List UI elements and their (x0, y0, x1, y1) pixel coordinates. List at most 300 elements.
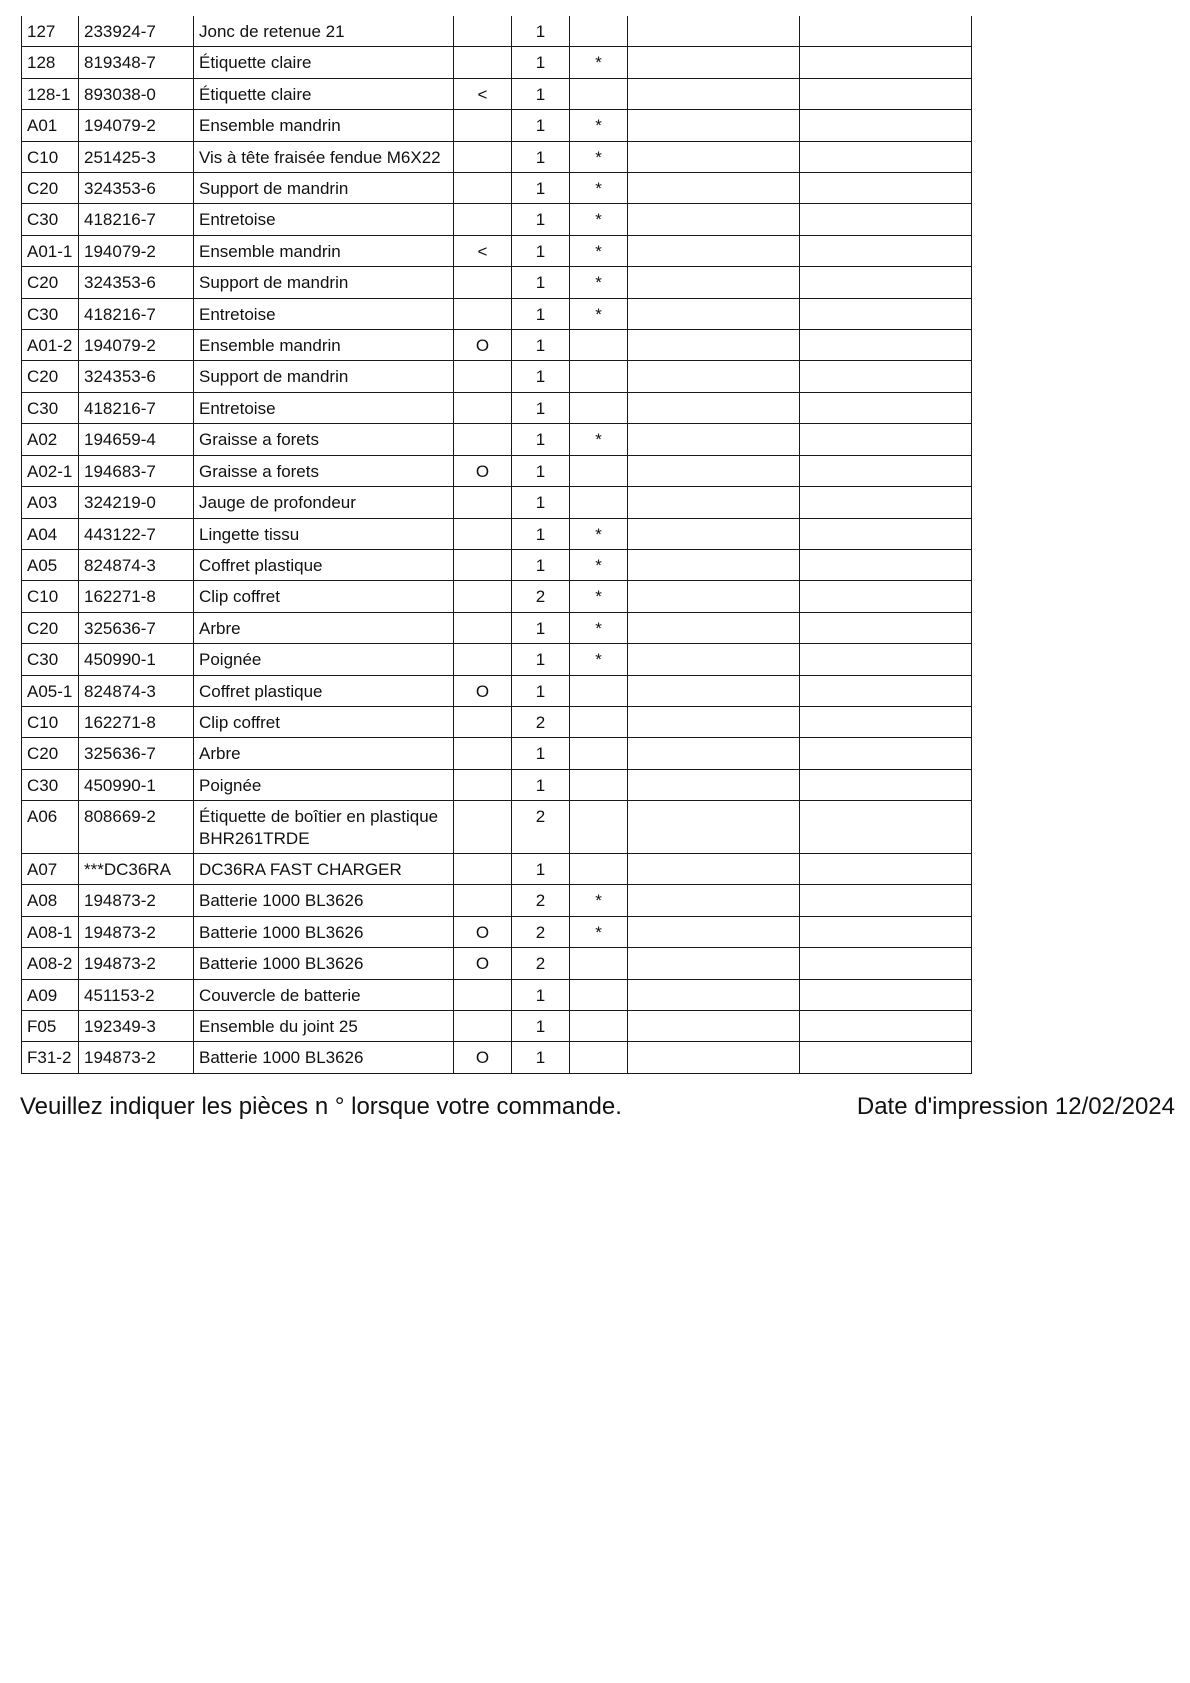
cell-blank (800, 424, 972, 455)
cell-symbol: O (454, 916, 512, 947)
cell-mark (570, 675, 628, 706)
cell-qty: 1 (512, 298, 570, 329)
cell-blank (628, 330, 800, 361)
cell-qty: 1 (512, 738, 570, 769)
cell-mark (570, 361, 628, 392)
cell-symbol (454, 518, 512, 549)
cell-description: Batterie 1000 BL3626 (194, 885, 454, 916)
cell-symbol (454, 738, 512, 769)
cell-blank (800, 853, 972, 884)
cell-qty: 2 (512, 916, 570, 947)
cell-blank (800, 612, 972, 643)
cell-description: Support de mandrin (194, 361, 454, 392)
cell-qty: 1 (512, 487, 570, 518)
cell-part-no: 893038-0 (79, 78, 194, 109)
cell-mark (570, 738, 628, 769)
cell-qty: 1 (512, 47, 570, 78)
cell-blank (628, 361, 800, 392)
cell-ref: A01-1 (22, 235, 79, 266)
cell-symbol (454, 141, 512, 172)
cell-ref: A05 (22, 549, 79, 580)
cell-part-no: 251425-3 (79, 141, 194, 172)
cell-blank (628, 298, 800, 329)
table-row (22, 392, 972, 423)
cell-blank (800, 173, 972, 204)
cell-description: Lingette tissu (194, 518, 454, 549)
cell-mark (570, 1011, 628, 1042)
cell-ref: C20 (22, 612, 79, 643)
cell-ref: C20 (22, 738, 79, 769)
cell-ref: C10 (22, 706, 79, 737)
cell-blank (628, 16, 800, 47)
cell-part-no: 194873-2 (79, 1042, 194, 1073)
cell-ref: A01 (22, 110, 79, 141)
cell-ref: A08 (22, 885, 79, 916)
table-row (22, 738, 972, 769)
cell-blank (628, 612, 800, 643)
cell-blank (628, 455, 800, 486)
cell-mark: * (570, 885, 628, 916)
cell-part-no: 824874-3 (79, 675, 194, 706)
cell-qty: 1 (512, 235, 570, 266)
cell-mark: * (570, 267, 628, 298)
cell-qty: 2 (512, 581, 570, 612)
cell-symbol (454, 361, 512, 392)
cell-part-no: 325636-7 (79, 738, 194, 769)
cell-symbol (454, 612, 512, 643)
table-row (22, 853, 972, 884)
table-row (22, 78, 972, 109)
cell-blank (800, 916, 972, 947)
table-row (22, 801, 972, 854)
cell-blank (628, 801, 800, 854)
cell-description: Batterie 1000 BL3626 (194, 948, 454, 979)
cell-qty: 1 (512, 16, 570, 47)
cell-blank (800, 769, 972, 800)
cell-blank (800, 47, 972, 78)
cell-ref: A08-2 (22, 948, 79, 979)
cell-part-no: 418216-7 (79, 392, 194, 423)
table-row (22, 644, 972, 675)
cell-symbol: O (454, 675, 512, 706)
cell-part-no: 194659-4 (79, 424, 194, 455)
cell-qty: 1 (512, 979, 570, 1010)
cell-ref: 128 (22, 47, 79, 78)
cell-blank (628, 141, 800, 172)
cell-mark (570, 948, 628, 979)
cell-qty: 1 (512, 1011, 570, 1042)
cell-mark: * (570, 549, 628, 580)
cell-qty: 1 (512, 173, 570, 204)
cell-mark (570, 979, 628, 1010)
cell-part-no: 808669-2 (79, 801, 194, 854)
cell-symbol (454, 581, 512, 612)
cell-part-no: 162271-8 (79, 581, 194, 612)
cell-blank (628, 979, 800, 1010)
cell-part-no: 324353-6 (79, 267, 194, 298)
cell-qty: 1 (512, 518, 570, 549)
cell-mark (570, 801, 628, 854)
cell-blank (628, 1042, 800, 1073)
cell-ref: A08-1 (22, 916, 79, 947)
cell-qty: 1 (512, 1042, 570, 1073)
cell-part-no: 324353-6 (79, 173, 194, 204)
cell-qty: 2 (512, 948, 570, 979)
cell-mark: * (570, 612, 628, 643)
cell-part-no: 450990-1 (79, 644, 194, 675)
cell-ref: C10 (22, 581, 79, 612)
table-row (22, 455, 972, 486)
cell-symbol: O (454, 948, 512, 979)
cell-blank (628, 78, 800, 109)
cell-description: Jauge de profondeur (194, 487, 454, 518)
cell-symbol (454, 885, 512, 916)
cell-blank (800, 141, 972, 172)
cell-blank (800, 78, 972, 109)
cell-ref: A07 (22, 853, 79, 884)
cell-ref: F31-2 (22, 1042, 79, 1073)
cell-qty: 1 (512, 204, 570, 235)
cell-description: Vis à tête fraisée fendue M6X22 (194, 141, 454, 172)
cell-description: Batterie 1000 BL3626 (194, 916, 454, 947)
cell-part-no: 451153-2 (79, 979, 194, 1010)
cell-qty: 1 (512, 361, 570, 392)
cell-description: Clip coffret (194, 706, 454, 737)
cell-ref: F05 (22, 1011, 79, 1042)
cell-description: Poignée (194, 769, 454, 800)
cell-blank (800, 738, 972, 769)
cell-blank (628, 706, 800, 737)
cell-qty: 1 (512, 549, 570, 580)
cell-part-no: 194079-2 (79, 110, 194, 141)
cell-ref: C30 (22, 644, 79, 675)
cell-ref: C20 (22, 267, 79, 298)
cell-description: Couvercle de batterie (194, 979, 454, 1010)
table-row (22, 330, 972, 361)
cell-qty: 1 (512, 455, 570, 486)
cell-symbol (454, 801, 512, 854)
table-row (22, 885, 972, 916)
cell-qty: 1 (512, 675, 570, 706)
cell-part-no: 194873-2 (79, 885, 194, 916)
cell-mark: * (570, 141, 628, 172)
cell-blank (628, 948, 800, 979)
cell-blank (628, 204, 800, 235)
table-row (22, 235, 972, 266)
cell-qty: 1 (512, 141, 570, 172)
cell-blank (628, 644, 800, 675)
cell-part-no: 324353-6 (79, 361, 194, 392)
cell-description: Support de mandrin (194, 173, 454, 204)
cell-part-no: 194683-7 (79, 455, 194, 486)
cell-part-no: 233924-7 (79, 16, 194, 47)
cell-blank (628, 738, 800, 769)
cell-symbol: < (454, 78, 512, 109)
cell-blank (628, 853, 800, 884)
table-row (22, 518, 972, 549)
cell-mark (570, 330, 628, 361)
cell-blank (628, 1011, 800, 1042)
table-row (22, 204, 972, 235)
cell-qty: 1 (512, 612, 570, 643)
cell-ref: A05-1 (22, 675, 79, 706)
cell-blank (800, 644, 972, 675)
cell-blank (800, 110, 972, 141)
cell-blank (628, 581, 800, 612)
table-row (22, 298, 972, 329)
cell-blank (628, 769, 800, 800)
cell-blank (628, 487, 800, 518)
cell-blank (628, 110, 800, 141)
cell-part-no: ***DC36RA (79, 853, 194, 884)
cell-part-no: 418216-7 (79, 298, 194, 329)
cell-mark: * (570, 424, 628, 455)
cell-blank (800, 518, 972, 549)
cell-symbol (454, 392, 512, 423)
cell-mark (570, 1042, 628, 1073)
cell-part-no: 824874-3 (79, 549, 194, 580)
cell-mark: * (570, 518, 628, 549)
table-row (22, 110, 972, 141)
cell-qty: 1 (512, 267, 570, 298)
table-row (22, 424, 972, 455)
cell-description: Coffret plastique (194, 549, 454, 580)
cell-qty: 1 (512, 110, 570, 141)
cell-ref: C30 (22, 298, 79, 329)
cell-blank (628, 173, 800, 204)
cell-mark (570, 455, 628, 486)
cell-ref: A02 (22, 424, 79, 455)
parts-table (21, 16, 972, 1074)
cell-symbol (454, 706, 512, 737)
cell-description: Clip coffret (194, 581, 454, 612)
cell-ref: C20 (22, 361, 79, 392)
cell-blank (800, 204, 972, 235)
cell-part-no: 194873-2 (79, 948, 194, 979)
cell-blank (800, 885, 972, 916)
cell-blank (628, 267, 800, 298)
cell-symbol (454, 173, 512, 204)
cell-qty: 1 (512, 769, 570, 800)
cell-description: Ensemble mandrin (194, 235, 454, 266)
cell-qty: 2 (512, 885, 570, 916)
cell-description: Graisse a forets (194, 455, 454, 486)
table-row (22, 361, 972, 392)
cell-part-no: 192349-3 (79, 1011, 194, 1042)
table-row (22, 1042, 972, 1073)
cell-part-no: 418216-7 (79, 204, 194, 235)
cell-symbol (454, 424, 512, 455)
cell-part-no: 194079-2 (79, 235, 194, 266)
cell-description: Graisse a forets (194, 424, 454, 455)
parts-table-body (22, 16, 972, 1073)
cell-blank (800, 706, 972, 737)
cell-description: Poignée (194, 644, 454, 675)
cell-description: Coffret plastique (194, 675, 454, 706)
table-row (22, 267, 972, 298)
cell-ref: A04 (22, 518, 79, 549)
cell-blank (800, 979, 972, 1010)
cell-symbol (454, 1011, 512, 1042)
cell-part-no: 194873-2 (79, 916, 194, 947)
cell-symbol: O (454, 330, 512, 361)
cell-mark: * (570, 298, 628, 329)
table-row (22, 948, 972, 979)
cell-description: Étiquette de boîtier en plastique BHR261TRDE (194, 801, 454, 854)
cell-blank (800, 16, 972, 47)
table-row (22, 141, 972, 172)
cell-part-no: 194079-2 (79, 330, 194, 361)
cell-ref: C30 (22, 769, 79, 800)
cell-qty: 1 (512, 853, 570, 884)
cell-symbol (454, 487, 512, 518)
cell-mark: * (570, 644, 628, 675)
cell-mark: * (570, 235, 628, 266)
cell-ref: C30 (22, 392, 79, 423)
cell-blank (800, 298, 972, 329)
cell-mark (570, 78, 628, 109)
cell-qty: 1 (512, 392, 570, 423)
cell-blank (628, 518, 800, 549)
table-row (22, 16, 972, 47)
cell-mark (570, 487, 628, 518)
cell-ref: C20 (22, 173, 79, 204)
cell-part-no: 819348-7 (79, 47, 194, 78)
cell-ref: C10 (22, 141, 79, 172)
table-row (22, 916, 972, 947)
cell-blank (628, 235, 800, 266)
table-row (22, 173, 972, 204)
cell-qty: 1 (512, 424, 570, 455)
cell-part-no: 450990-1 (79, 769, 194, 800)
cell-mark: * (570, 204, 628, 235)
cell-description: Étiquette claire (194, 47, 454, 78)
cell-part-no: 162271-8 (79, 706, 194, 737)
cell-symbol (454, 16, 512, 47)
cell-qty: 1 (512, 330, 570, 361)
cell-mark (570, 392, 628, 423)
cell-blank (628, 392, 800, 423)
cell-blank (628, 424, 800, 455)
cell-blank (628, 549, 800, 580)
cell-blank (628, 675, 800, 706)
cell-ref: 127 (22, 16, 79, 47)
cell-blank (800, 948, 972, 979)
cell-symbol (454, 549, 512, 580)
cell-qty: 1 (512, 78, 570, 109)
order-instruction: Veuillez indiquer les pièces n ° lorsque votre commande. (20, 1093, 622, 1120)
cell-symbol (454, 204, 512, 235)
cell-description: Ensemble du joint 25 (194, 1011, 454, 1042)
cell-blank (800, 675, 972, 706)
cell-blank (800, 455, 972, 486)
cell-mark (570, 769, 628, 800)
cell-qty: 2 (512, 706, 570, 737)
table-row (22, 612, 972, 643)
table-row (22, 47, 972, 78)
cell-mark (570, 16, 628, 47)
print-date: Date d'impression 12/02/2024 (856, 1093, 1175, 1120)
cell-blank (628, 47, 800, 78)
cell-description: Support de mandrin (194, 267, 454, 298)
cell-ref: A06 (22, 801, 79, 854)
cell-description: Entretoise (194, 392, 454, 423)
table-row (22, 581, 972, 612)
cell-symbol (454, 298, 512, 329)
cell-ref: C30 (22, 204, 79, 235)
cell-blank (800, 1042, 972, 1073)
cell-symbol (454, 644, 512, 675)
cell-blank (800, 330, 972, 361)
cell-symbol (454, 47, 512, 78)
cell-ref: A09 (22, 979, 79, 1010)
cell-blank (800, 392, 972, 423)
cell-symbol: < (454, 235, 512, 266)
table-row (22, 706, 972, 737)
cell-symbol (454, 110, 512, 141)
cell-ref: A03 (22, 487, 79, 518)
cell-symbol (454, 979, 512, 1010)
cell-mark (570, 706, 628, 737)
cell-blank (800, 581, 972, 612)
cell-mark: * (570, 173, 628, 204)
cell-blank (628, 916, 800, 947)
cell-symbol (454, 267, 512, 298)
cell-blank (800, 361, 972, 392)
cell-mark: * (570, 581, 628, 612)
table-row (22, 1011, 972, 1042)
cell-blank (800, 267, 972, 298)
cell-ref: A02-1 (22, 455, 79, 486)
cell-symbol (454, 853, 512, 884)
cell-mark: * (570, 110, 628, 141)
cell-blank (628, 885, 800, 916)
cell-blank (800, 1011, 972, 1042)
cell-symbol: O (454, 455, 512, 486)
cell-description: Ensemble mandrin (194, 110, 454, 141)
cell-part-no: 324219-0 (79, 487, 194, 518)
cell-part-no: 443122-7 (79, 518, 194, 549)
cell-symbol: O (454, 1042, 512, 1073)
cell-qty: 2 (512, 801, 570, 854)
cell-mark (570, 853, 628, 884)
cell-description: Arbre (194, 738, 454, 769)
cell-description: Entretoise (194, 204, 454, 235)
cell-description: Étiquette claire (194, 78, 454, 109)
table-row (22, 769, 972, 800)
cell-symbol (454, 769, 512, 800)
cell-description: Jonc de retenue 21 (194, 16, 454, 47)
table-row (22, 675, 972, 706)
cell-mark: * (570, 916, 628, 947)
cell-mark: * (570, 47, 628, 78)
cell-description: Entretoise (194, 298, 454, 329)
cell-qty: 1 (512, 644, 570, 675)
table-row (22, 487, 972, 518)
cell-blank (800, 549, 972, 580)
cell-description: Batterie 1000 BL3626 (194, 1042, 454, 1073)
cell-ref: A01-2 (22, 330, 79, 361)
cell-description: Arbre (194, 612, 454, 643)
cell-description: DC36RA FAST CHARGER (194, 853, 454, 884)
cell-blank (800, 235, 972, 266)
cell-part-no: 325636-7 (79, 612, 194, 643)
cell-description: Ensemble mandrin (194, 330, 454, 361)
cell-ref: 128-1 (22, 78, 79, 109)
table-row (22, 549, 972, 580)
table-row (22, 979, 972, 1010)
cell-blank (800, 801, 972, 854)
